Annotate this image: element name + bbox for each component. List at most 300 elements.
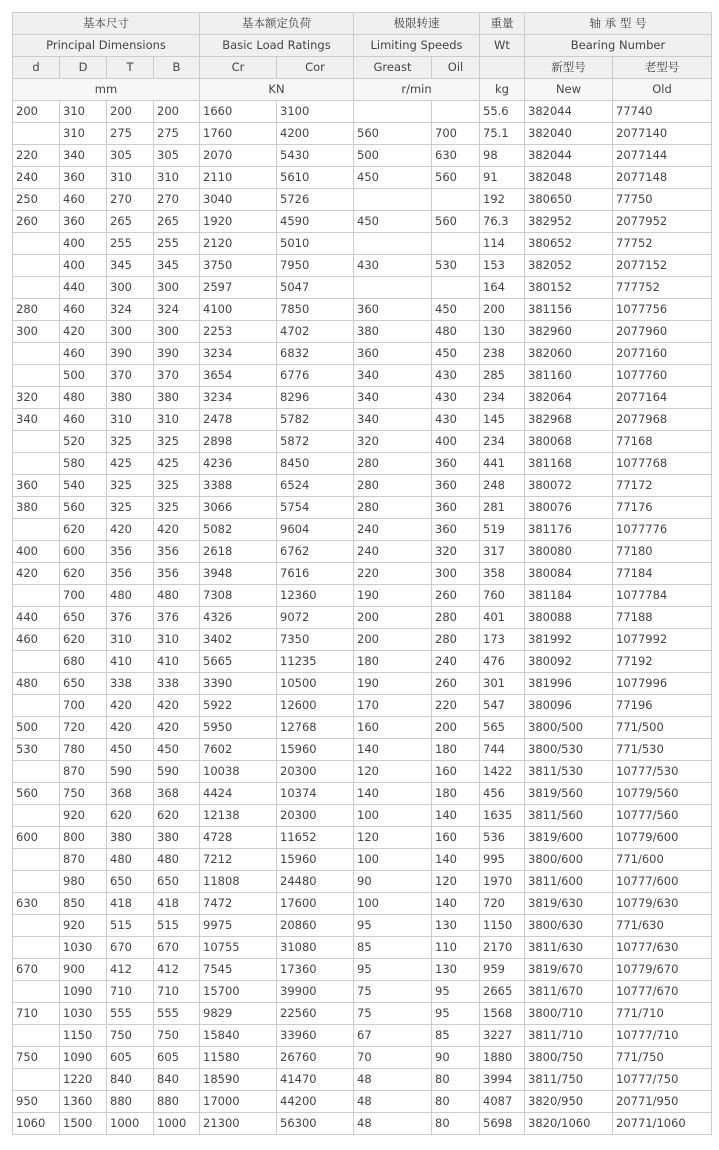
- cell-grease: 560: [354, 123, 432, 145]
- cell-cor: 6524: [277, 475, 354, 497]
- cell-T: 300: [107, 321, 154, 343]
- cell-old-number: 2077148: [613, 167, 712, 189]
- cell-d: [13, 431, 60, 453]
- cell-cr: 7545: [200, 959, 277, 981]
- cell-T: 368: [107, 783, 154, 805]
- cell-weight: 285: [480, 365, 525, 387]
- cell-old-number: 771/530: [613, 739, 712, 761]
- cell-cr: 2253: [200, 321, 277, 343]
- cell-cr: 9975: [200, 915, 277, 937]
- table-row: [13, 387, 712, 409]
- cell-d: [13, 585, 60, 607]
- cell-old-number: 2077140: [613, 123, 712, 145]
- header-col-old-cn: 老型号: [613, 57, 712, 79]
- cell-B: 356: [154, 563, 200, 585]
- cell-D: 520: [60, 431, 107, 453]
- cell-new-number: 381184: [525, 585, 613, 607]
- cell-T: 324: [107, 299, 154, 321]
- table-row: [13, 431, 712, 453]
- cell-D: 460: [60, 343, 107, 365]
- cell-new-number: 380084: [525, 563, 613, 585]
- table-row: [13, 629, 712, 651]
- cell-cr: 2120: [200, 233, 277, 255]
- cell-oil: 130: [432, 915, 480, 937]
- cell-oil: 320: [432, 541, 480, 563]
- cell-D: 1360: [60, 1091, 107, 1113]
- cell-B: 380: [154, 387, 200, 409]
- header-col-d: d: [13, 57, 60, 79]
- cell-d: 750: [13, 1047, 60, 1069]
- cell-D: 540: [60, 475, 107, 497]
- cell-cor: 9072: [277, 607, 354, 629]
- cell-D: 340: [60, 145, 107, 167]
- cell-old-number: 1077784: [613, 585, 712, 607]
- cell-D: 460: [60, 189, 107, 211]
- cell-cor: 4702: [277, 321, 354, 343]
- cell-d: 340: [13, 409, 60, 431]
- cell-new-number: 380652: [525, 233, 613, 255]
- cell-cor: 17360: [277, 959, 354, 981]
- cell-cor: 20300: [277, 761, 354, 783]
- cell-old-number: 10779/600: [613, 827, 712, 849]
- cell-new-number: 3800/500: [525, 717, 613, 739]
- cell-T: 380: [107, 827, 154, 849]
- cell-grease: 190: [354, 673, 432, 695]
- cell-old-number: 77188: [613, 607, 712, 629]
- cell-T: 670: [107, 937, 154, 959]
- cell-oil: [432, 101, 480, 123]
- cell-new-number: 3800/600: [525, 849, 613, 871]
- cell-cr: 2070: [200, 145, 277, 167]
- cell-cr: 7212: [200, 849, 277, 871]
- cell-d: [13, 695, 60, 717]
- table-row: [13, 277, 712, 299]
- cell-d: 1060: [13, 1113, 60, 1135]
- cell-cr: 3234: [200, 387, 277, 409]
- cell-cr: 7602: [200, 739, 277, 761]
- cell-oil: 450: [432, 299, 480, 321]
- cell-grease: 75: [354, 1003, 432, 1025]
- cell-weight: 744: [480, 739, 525, 761]
- table-row: [13, 1003, 712, 1025]
- cell-B: 380: [154, 827, 200, 849]
- cell-D: 310: [60, 101, 107, 123]
- header-unit-old: Old: [613, 79, 712, 101]
- cell-cr: 3402: [200, 629, 277, 651]
- cell-grease: 450: [354, 211, 432, 233]
- cell-weight: 238: [480, 343, 525, 365]
- cell-oil: 450: [432, 343, 480, 365]
- cell-grease: 90: [354, 871, 432, 893]
- cell-d: [13, 255, 60, 277]
- cell-cor: 11235: [277, 651, 354, 673]
- cell-new-number: 380152: [525, 277, 613, 299]
- cell-old-number: 771/600: [613, 849, 712, 871]
- cell-T: 345: [107, 255, 154, 277]
- cell-B: 1000: [154, 1113, 200, 1135]
- cell-old-number: 777752: [613, 277, 712, 299]
- table-row: [13, 739, 712, 761]
- cell-cr: 12138: [200, 805, 277, 827]
- cell-oil: 360: [432, 497, 480, 519]
- cell-d: 950: [13, 1091, 60, 1113]
- cell-weight: 547: [480, 695, 525, 717]
- cell-weight: 200: [480, 299, 525, 321]
- cell-B: 338: [154, 673, 200, 695]
- cell-old-number: 2077144: [613, 145, 712, 167]
- cell-new-number: 3811/600: [525, 871, 613, 893]
- cell-new-number: 380088: [525, 607, 613, 629]
- cell-d: 220: [13, 145, 60, 167]
- cell-d: 240: [13, 167, 60, 189]
- cell-old-number: 77172: [613, 475, 712, 497]
- header-unit-new: New: [525, 79, 613, 101]
- cell-cr: 4100: [200, 299, 277, 321]
- cell-oil: [432, 189, 480, 211]
- cell-B: 390: [154, 343, 200, 365]
- cell-B: 345: [154, 255, 200, 277]
- cell-old-number: 771/500: [613, 717, 712, 739]
- cell-B: 255: [154, 233, 200, 255]
- cell-B: 300: [154, 321, 200, 343]
- cell-d: 710: [13, 1003, 60, 1025]
- cell-cor: 44200: [277, 1091, 354, 1113]
- cell-cor: 4590: [277, 211, 354, 233]
- table-row: [13, 475, 712, 497]
- cell-B: 605: [154, 1047, 200, 1069]
- cell-oil: 80: [432, 1091, 480, 1113]
- table-header: [13, 13, 712, 101]
- cell-cor: 22560: [277, 1003, 354, 1025]
- cell-weight: 1635: [480, 805, 525, 827]
- cell-T: 338: [107, 673, 154, 695]
- cell-oil: 140: [432, 805, 480, 827]
- cell-T: 265: [107, 211, 154, 233]
- cell-grease: 360: [354, 343, 432, 365]
- table-row: [13, 585, 712, 607]
- cell-weight: 476: [480, 651, 525, 673]
- cell-T: 710: [107, 981, 154, 1003]
- header-col-grease: Greast: [354, 57, 432, 79]
- cell-d: [13, 1025, 60, 1047]
- cell-B: 305: [154, 145, 200, 167]
- cell-cr: 2597: [200, 277, 277, 299]
- cell-T: 425: [107, 453, 154, 475]
- cell-T: 590: [107, 761, 154, 783]
- cell-oil: 140: [432, 893, 480, 915]
- cell-weight: 1880: [480, 1047, 525, 1069]
- cell-cor: 6776: [277, 365, 354, 387]
- table-row: [13, 915, 712, 937]
- cell-D: 720: [60, 717, 107, 739]
- cell-cr: 3066: [200, 497, 277, 519]
- cell-oil: 360: [432, 475, 480, 497]
- cell-cor: 24480: [277, 871, 354, 893]
- cell-oil: 280: [432, 607, 480, 629]
- table-row: [13, 563, 712, 585]
- table-row: [13, 233, 712, 255]
- cell-weight: 317: [480, 541, 525, 563]
- table-row: [13, 343, 712, 365]
- cell-cor: 11652: [277, 827, 354, 849]
- table-row: [13, 145, 712, 167]
- cell-cr: 5665: [200, 651, 277, 673]
- cell-weight: 3994: [480, 1069, 525, 1091]
- cell-cr: 18590: [200, 1069, 277, 1091]
- cell-new-number: 3811/710: [525, 1025, 613, 1047]
- table-row: [13, 805, 712, 827]
- cell-new-number: 382052: [525, 255, 613, 277]
- cell-B: 750: [154, 1025, 200, 1047]
- cell-weight: 192: [480, 189, 525, 211]
- cell-weight: 1422: [480, 761, 525, 783]
- cell-new-number: 381176: [525, 519, 613, 541]
- cell-cr: 15700: [200, 981, 277, 1003]
- cell-T: 840: [107, 1069, 154, 1091]
- cell-new-number: 3811/750: [525, 1069, 613, 1091]
- cell-cor: 5726: [277, 189, 354, 211]
- header-col-D: D: [60, 57, 107, 79]
- header-col-B: B: [154, 57, 200, 79]
- cell-old-number: 771/630: [613, 915, 712, 937]
- cell-D: 900: [60, 959, 107, 981]
- cell-oil: 240: [432, 651, 480, 673]
- cell-B: 310: [154, 167, 200, 189]
- cell-cor: 31080: [277, 937, 354, 959]
- cell-B: 325: [154, 475, 200, 497]
- cell-cor: 15960: [277, 849, 354, 871]
- cell-D: 1150: [60, 1025, 107, 1047]
- cell-cor: 10374: [277, 783, 354, 805]
- cell-old-number: 1077992: [613, 629, 712, 651]
- cell-oil: 560: [432, 167, 480, 189]
- cell-d: [13, 849, 60, 871]
- cell-weight: 358: [480, 563, 525, 585]
- cell-cor: 8450: [277, 453, 354, 475]
- cell-grease: 67: [354, 1025, 432, 1047]
- cell-d: [13, 915, 60, 937]
- bearing-spec-table: [12, 12, 712, 1135]
- cell-new-number: 382048: [525, 167, 613, 189]
- cell-T: 325: [107, 431, 154, 453]
- cell-grease: 280: [354, 475, 432, 497]
- cell-D: 1090: [60, 981, 107, 1003]
- cell-cr: 21300: [200, 1113, 277, 1135]
- cell-grease: 190: [354, 585, 432, 607]
- cell-new-number: 382040: [525, 123, 613, 145]
- cell-old-number: 1077996: [613, 673, 712, 695]
- table-row: [13, 299, 712, 321]
- cell-B: 265: [154, 211, 200, 233]
- cell-T: 620: [107, 805, 154, 827]
- cell-cor: 12600: [277, 695, 354, 717]
- cell-new-number: 3811/630: [525, 937, 613, 959]
- cell-D: 1500: [60, 1113, 107, 1135]
- cell-new-number: 3819/560: [525, 783, 613, 805]
- cell-D: 360: [60, 167, 107, 189]
- cell-new-number: 3811/530: [525, 761, 613, 783]
- cell-B: 325: [154, 431, 200, 453]
- table-row: [13, 189, 712, 211]
- cell-d: [13, 123, 60, 145]
- cell-new-number: 381168: [525, 453, 613, 475]
- table-row: [13, 607, 712, 629]
- cell-weight: 281: [480, 497, 525, 519]
- cell-grease: 75: [354, 981, 432, 1003]
- cell-D: 440: [60, 277, 107, 299]
- cell-grease: 200: [354, 607, 432, 629]
- header-bearing-cn: 轴 承 型 号: [525, 13, 712, 35]
- cell-old-number: 77752: [613, 233, 712, 255]
- cell-weight: 401: [480, 607, 525, 629]
- cell-grease: 140: [354, 739, 432, 761]
- cell-new-number: 382952: [525, 211, 613, 233]
- table-row: [13, 981, 712, 1003]
- header-unit-rmin: r/min: [354, 79, 480, 101]
- table-row: [13, 1113, 712, 1135]
- cell-old-number: 2077164: [613, 387, 712, 409]
- cell-cor: 5430: [277, 145, 354, 167]
- table-row: [13, 827, 712, 849]
- cell-new-number: 3800/710: [525, 1003, 613, 1025]
- cell-cor: 5610: [277, 167, 354, 189]
- cell-D: 980: [60, 871, 107, 893]
- cell-B: 480: [154, 849, 200, 871]
- cell-cr: 1660: [200, 101, 277, 123]
- cell-D: 680: [60, 651, 107, 673]
- cell-cor: 56300: [277, 1113, 354, 1135]
- cell-old-number: 2077160: [613, 343, 712, 365]
- cell-cor: 12768: [277, 717, 354, 739]
- cell-new-number: 3800/750: [525, 1047, 613, 1069]
- cell-grease: 500: [354, 145, 432, 167]
- cell-oil: 85: [432, 1025, 480, 1047]
- cell-cr: 1920: [200, 211, 277, 233]
- cell-old-number: 10777/530: [613, 761, 712, 783]
- cell-grease: 450: [354, 167, 432, 189]
- cell-cr: 9829: [200, 1003, 277, 1025]
- cell-d: [13, 651, 60, 673]
- cell-oil: 95: [432, 1003, 480, 1025]
- cell-new-number: 382064: [525, 387, 613, 409]
- cell-old-number: 1077756: [613, 299, 712, 321]
- cell-oil: 130: [432, 959, 480, 981]
- cell-grease: 340: [354, 387, 432, 409]
- cell-B: 310: [154, 409, 200, 431]
- cell-weight: 114: [480, 233, 525, 255]
- cell-D: 480: [60, 387, 107, 409]
- cell-new-number: 3819/670: [525, 959, 613, 981]
- cell-cor: 5047: [277, 277, 354, 299]
- cell-cor: 33960: [277, 1025, 354, 1047]
- cell-new-number: 382044: [525, 145, 613, 167]
- cell-old-number: 10777/710: [613, 1025, 712, 1047]
- cell-cr: 11580: [200, 1047, 277, 1069]
- cell-T: 555: [107, 1003, 154, 1025]
- cell-B: 555: [154, 1003, 200, 1025]
- cell-oil: 160: [432, 827, 480, 849]
- cell-new-number: 381160: [525, 365, 613, 387]
- cell-T: 410: [107, 651, 154, 673]
- cell-D: 460: [60, 409, 107, 431]
- cell-d: 500: [13, 717, 60, 739]
- cell-cr: 5082: [200, 519, 277, 541]
- cell-B: 310: [154, 629, 200, 651]
- cell-d: [13, 937, 60, 959]
- cell-T: 880: [107, 1091, 154, 1113]
- cell-B: 450: [154, 739, 200, 761]
- cell-weight: 130: [480, 321, 525, 343]
- cell-old-number: 2077960: [613, 321, 712, 343]
- table-row: [13, 937, 712, 959]
- cell-new-number: 380076: [525, 497, 613, 519]
- header-bearing-en: Bearing Number: [525, 35, 712, 57]
- header-dimensions-en: Principal Dimensions: [13, 35, 200, 57]
- table-body: [13, 101, 712, 1135]
- cell-weight: 1970: [480, 871, 525, 893]
- cell-cr: 11808: [200, 871, 277, 893]
- cell-cr: 15840: [200, 1025, 277, 1047]
- cell-old-number: 10777/560: [613, 805, 712, 827]
- cell-T: 420: [107, 717, 154, 739]
- cell-cor: 7350: [277, 629, 354, 651]
- cell-weight: 5698: [480, 1113, 525, 1135]
- cell-T: 390: [107, 343, 154, 365]
- cell-weight: 959: [480, 959, 525, 981]
- cell-grease: 48: [354, 1091, 432, 1113]
- table-row: [13, 893, 712, 915]
- cell-T: 420: [107, 519, 154, 541]
- header-unit-mm: mm: [13, 79, 200, 101]
- cell-new-number: 3819/600: [525, 827, 613, 849]
- cell-T: 650: [107, 871, 154, 893]
- cell-T: 450: [107, 739, 154, 761]
- cell-old-number: 2077952: [613, 211, 712, 233]
- cell-d: [13, 761, 60, 783]
- cell-grease: [354, 189, 432, 211]
- cell-d: 380: [13, 497, 60, 519]
- cell-D: 360: [60, 211, 107, 233]
- cell-new-number: 3800/630: [525, 915, 613, 937]
- cell-B: 376: [154, 607, 200, 629]
- cell-D: 920: [60, 915, 107, 937]
- cell-d: [13, 805, 60, 827]
- cell-old-number: 77184: [613, 563, 712, 585]
- cell-T: 310: [107, 629, 154, 651]
- cell-weight: 565: [480, 717, 525, 739]
- cell-B: 670: [154, 937, 200, 959]
- cell-oil: 90: [432, 1047, 480, 1069]
- cell-new-number: 380096: [525, 695, 613, 717]
- cell-cor: 39900: [277, 981, 354, 1003]
- cell-D: 650: [60, 673, 107, 695]
- cell-old-number: 10777/600: [613, 871, 712, 893]
- cell-d: [13, 343, 60, 365]
- cell-weight: 1568: [480, 1003, 525, 1025]
- cell-D: 600: [60, 541, 107, 563]
- cell-D: 420: [60, 321, 107, 343]
- cell-cor: 10500: [277, 673, 354, 695]
- cell-cor: 6762: [277, 541, 354, 563]
- cell-weight: 1150: [480, 915, 525, 937]
- cell-oil: 80: [432, 1113, 480, 1135]
- header-col-weight-blank: [480, 57, 525, 79]
- cell-grease: 100: [354, 805, 432, 827]
- cell-cor: 8296: [277, 387, 354, 409]
- cell-D: 400: [60, 233, 107, 255]
- cell-new-number: 382060: [525, 343, 613, 365]
- cell-D: 850: [60, 893, 107, 915]
